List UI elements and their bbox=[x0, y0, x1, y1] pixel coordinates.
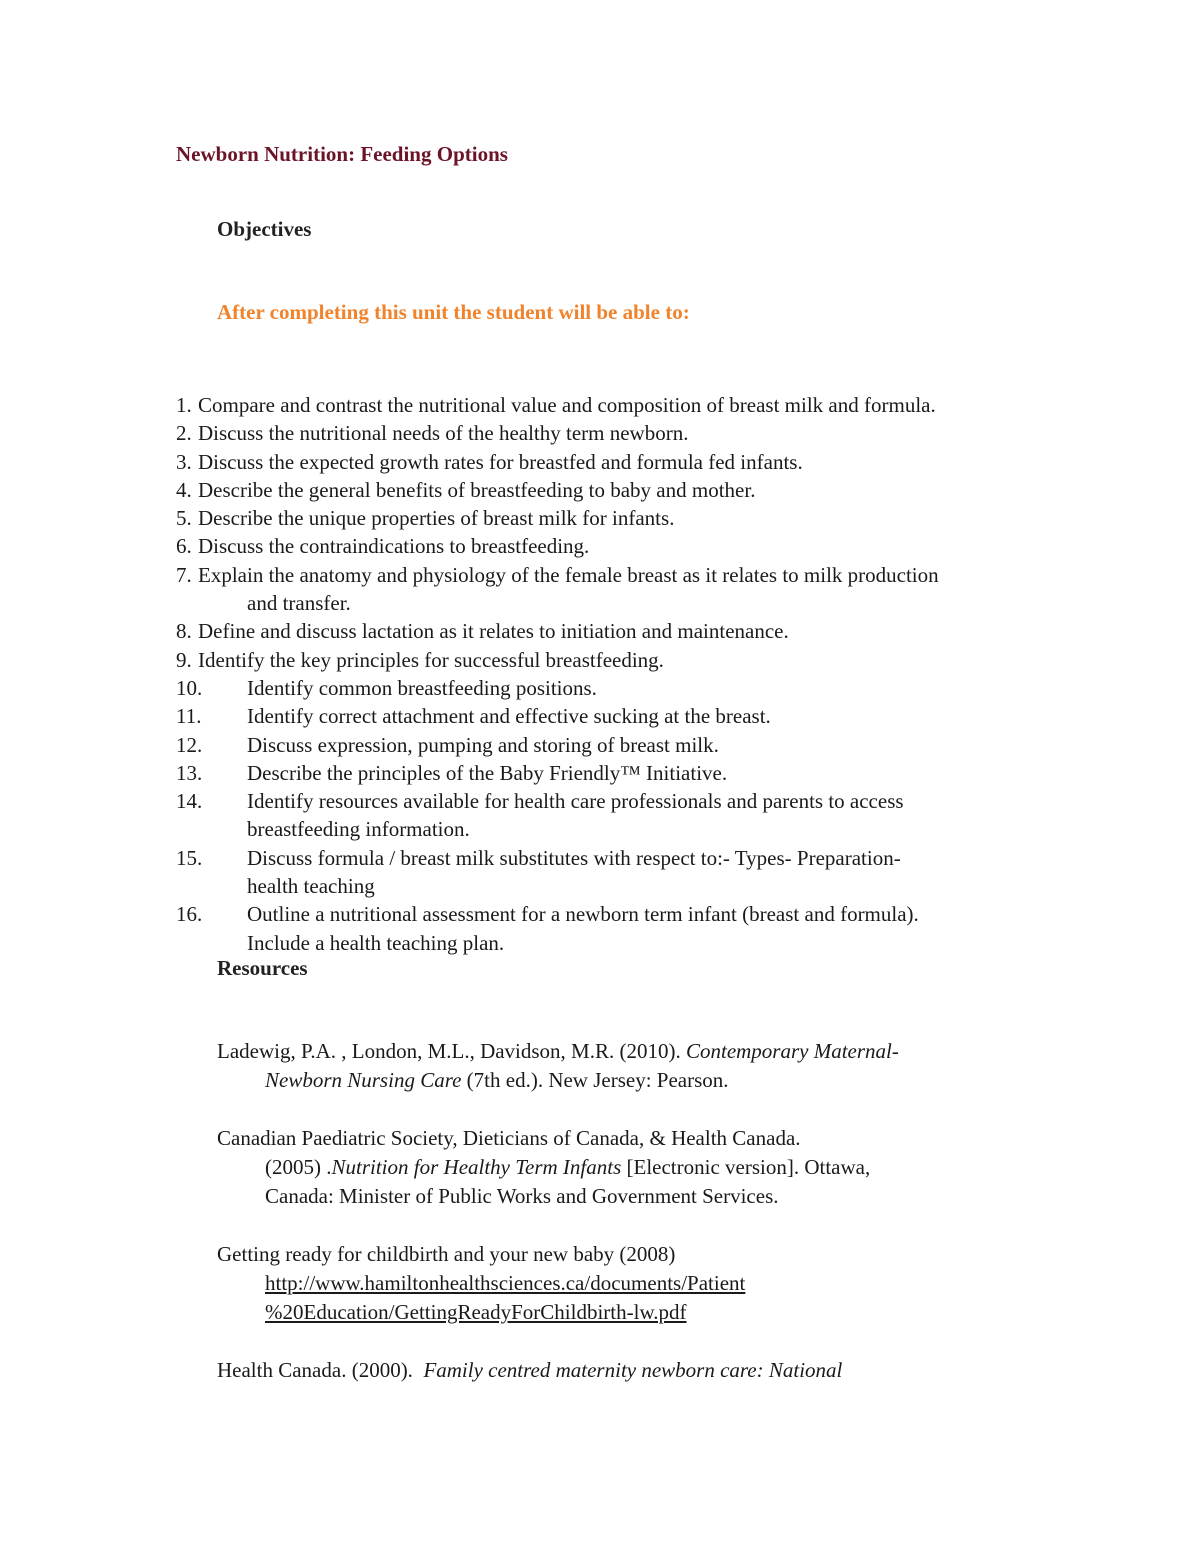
objective-item-16 bbox=[176, 900, 1056, 957]
objective-item-11 bbox=[176, 702, 1056, 730]
reference-title-continued: Newborn Nursing Care bbox=[265, 1068, 462, 1092]
objective-text-continued: health teaching bbox=[247, 874, 375, 899]
objective-text-continued: breastfeeding information. bbox=[247, 817, 470, 842]
objective-item-15 bbox=[176, 844, 1056, 901]
objective-text: Identify correct attachment and effective sucking at the breast. bbox=[247, 704, 771, 729]
objective-item-10 bbox=[176, 674, 1056, 702]
objective-item-6 bbox=[176, 532, 1056, 560]
objective-text-continued: Include a health teaching plan. bbox=[247, 930, 505, 955]
objective-number: 4. bbox=[176, 477, 192, 502]
objectives-intro: After completing this unit the student will be able to: bbox=[217, 300, 690, 324]
reference-ladewig bbox=[217, 1037, 1037, 1095]
objective-text: Describe the principles of the Baby Friendly™ Initiative. bbox=[247, 760, 728, 785]
reference-health-canada bbox=[217, 1356, 1037, 1385]
reference-title: Family centred maternity newborn care: National bbox=[423, 1358, 843, 1382]
objective-text: Discuss the nutritional needs of the healthy term newborn. bbox=[198, 421, 689, 446]
objective-number: 12. bbox=[176, 732, 203, 757]
objective-number: 9. bbox=[176, 647, 192, 672]
objective-text: Discuss the contraindications to breastfeeding. bbox=[198, 534, 590, 559]
objective-item-7 bbox=[176, 561, 1056, 618]
objective-number: 2. bbox=[176, 421, 192, 446]
objective-number: 7. bbox=[176, 562, 192, 587]
reference-continued bbox=[217, 1066, 1037, 1095]
reference-url-continued[interactable]: %20Education/GettingReadyForChildbirth-lw.pdf bbox=[265, 1300, 687, 1324]
objective-item-1 bbox=[176, 391, 1056, 419]
reference-link[interactable] bbox=[217, 1269, 1037, 1298]
objective-number: 10. bbox=[176, 675, 203, 700]
reference-cps bbox=[217, 1124, 1037, 1211]
objective-item-12 bbox=[176, 731, 1056, 759]
objective-item-9 bbox=[176, 646, 1056, 674]
objectives-list bbox=[176, 391, 1056, 957]
objective-text: Identify resources available for health care professionals and parents to access bbox=[247, 789, 904, 814]
objective-text: Outline a nutritional assessment for a newborn term infant (breast and formula). bbox=[247, 902, 919, 927]
objective-text: Discuss the expected growth rates for breastfed and formula fed infants. bbox=[198, 449, 803, 474]
objective-text: Discuss expression, pumping and storing of breast milk. bbox=[247, 732, 719, 757]
objective-item-5 bbox=[176, 504, 1056, 532]
reference-link-continued[interactable] bbox=[217, 1298, 1037, 1327]
objectives-heading: Objectives bbox=[217, 217, 312, 241]
reference-authors: Health Canada. (2000). bbox=[217, 1358, 424, 1382]
objective-number: 3. bbox=[176, 449, 192, 474]
objective-number: 15. bbox=[176, 845, 203, 870]
objective-text: Explain the anatomy and physiology of the female breast as it relates to milk production bbox=[198, 562, 939, 587]
reference-authors: Ladewig, P.A. , London, M.L., Davidson, M.R. (2010). bbox=[217, 1039, 686, 1063]
objective-number: 16. bbox=[176, 902, 203, 927]
objective-text: Describe the general benefits of breastfeeding to baby and mother. bbox=[198, 477, 756, 502]
objective-text: Compare and contrast the nutritional value and composition of breast milk and formula. bbox=[198, 393, 936, 417]
objective-number: 1. bbox=[176, 393, 192, 417]
objective-number: 11. bbox=[176, 704, 202, 729]
objective-number: 14. bbox=[176, 789, 203, 814]
reference-url[interactable]: http://www.hamiltonhealthsciences.ca/documents/Patient bbox=[265, 1271, 746, 1295]
reference-title: Nutrition for Healthy Term Infants bbox=[331, 1155, 622, 1179]
resources-heading: Resources bbox=[217, 956, 308, 980]
objective-item-2 bbox=[176, 419, 1056, 447]
objective-text: Discuss formula / breast milk substitutes with respect to:- Types- Preparation- bbox=[247, 845, 901, 870]
objective-number: 13. bbox=[176, 760, 203, 785]
objective-number: 6. bbox=[176, 534, 192, 559]
reference-year: (2005) . bbox=[265, 1155, 332, 1179]
objective-item-3 bbox=[176, 448, 1056, 476]
objective-text: Describe the unique properties of breast milk for infants. bbox=[198, 506, 675, 531]
reference-title: Contemporary Maternal- bbox=[685, 1039, 899, 1063]
reference-title: Getting ready for childbirth and your new baby (2008) bbox=[217, 1242, 676, 1266]
objective-item-8 bbox=[176, 617, 1056, 645]
reference-details: [Electronic version]. Ottawa, bbox=[621, 1155, 871, 1179]
page-title: Newborn Nutrition: Feeding Options bbox=[176, 142, 508, 166]
objective-item-4 bbox=[176, 476, 1056, 504]
objective-text: Identify the key principles for successful breastfeeding. bbox=[198, 647, 664, 672]
objective-text: Define and discuss lactation as it relates to initiation and maintenance. bbox=[198, 619, 789, 644]
objective-number: 5. bbox=[176, 506, 192, 531]
reference-getting-ready bbox=[217, 1240, 1037, 1327]
reference-details: (7th ed.). New Jersey: Pearson. bbox=[461, 1068, 729, 1092]
reference-authors: Canadian Paediatric Society, Dieticians of Canada, & Health Canada. bbox=[217, 1126, 801, 1150]
objective-item-13 bbox=[176, 759, 1056, 787]
objective-text-continued: and transfer. bbox=[247, 591, 351, 616]
objective-text: Identify common breastfeeding positions. bbox=[247, 675, 597, 700]
reference-continued bbox=[217, 1153, 1037, 1182]
objective-number: 8. bbox=[176, 619, 192, 644]
objective-item-14 bbox=[176, 787, 1056, 844]
reference-publisher: Canada: Minister of Public Works and Government Services. bbox=[265, 1184, 779, 1208]
